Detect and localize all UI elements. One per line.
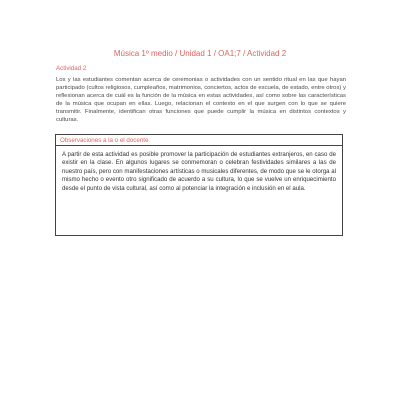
page-header: Música 1º medio / Unidad 1 / OA1;7 / Actividad 2 [113, 49, 287, 58]
activity-title: Actividad 2 [56, 65, 87, 72]
observations-title: Observaciones a la o el docente [56, 135, 342, 146]
activity-body: Los y las estudiantes comentan acerca de ceremonias o actividades con un sentido ritual en las que hayan participado (cultos religiosos, cumpleaños, matrimonios, conciertos, actos de escuela, de estado, entre otros) y reflexionan acerca de cuál es la función de la música en estas actividades, así como sobre las características de la música que ocupan en ellas. Luego, relacionan el contexto en el que surgen con lo que se quiere transmitir. Finalmente, identifican otras funciones que puede cumplir la música en distintos contextos y culturas. [56, 77, 346, 123]
observations-body: A partir de esta actividad es posible promover la participación de estudiantes extranjeros, en caso de existir en la clase. En algunos lugares se conmemoran o celebran festividades similares a las de nuestro país, pero con manifestaciones artísticas o musicales diferentes, de modo que se le otorga al mismo hecho o evento otro significado de acuerdo a su cultura, lo que se vuelve un enriquecimiento desde el punto de vista cultural, así como al potenciar la integración e inclusión en el aula. [62, 151, 336, 192]
observations-box [55, 134, 343, 236]
